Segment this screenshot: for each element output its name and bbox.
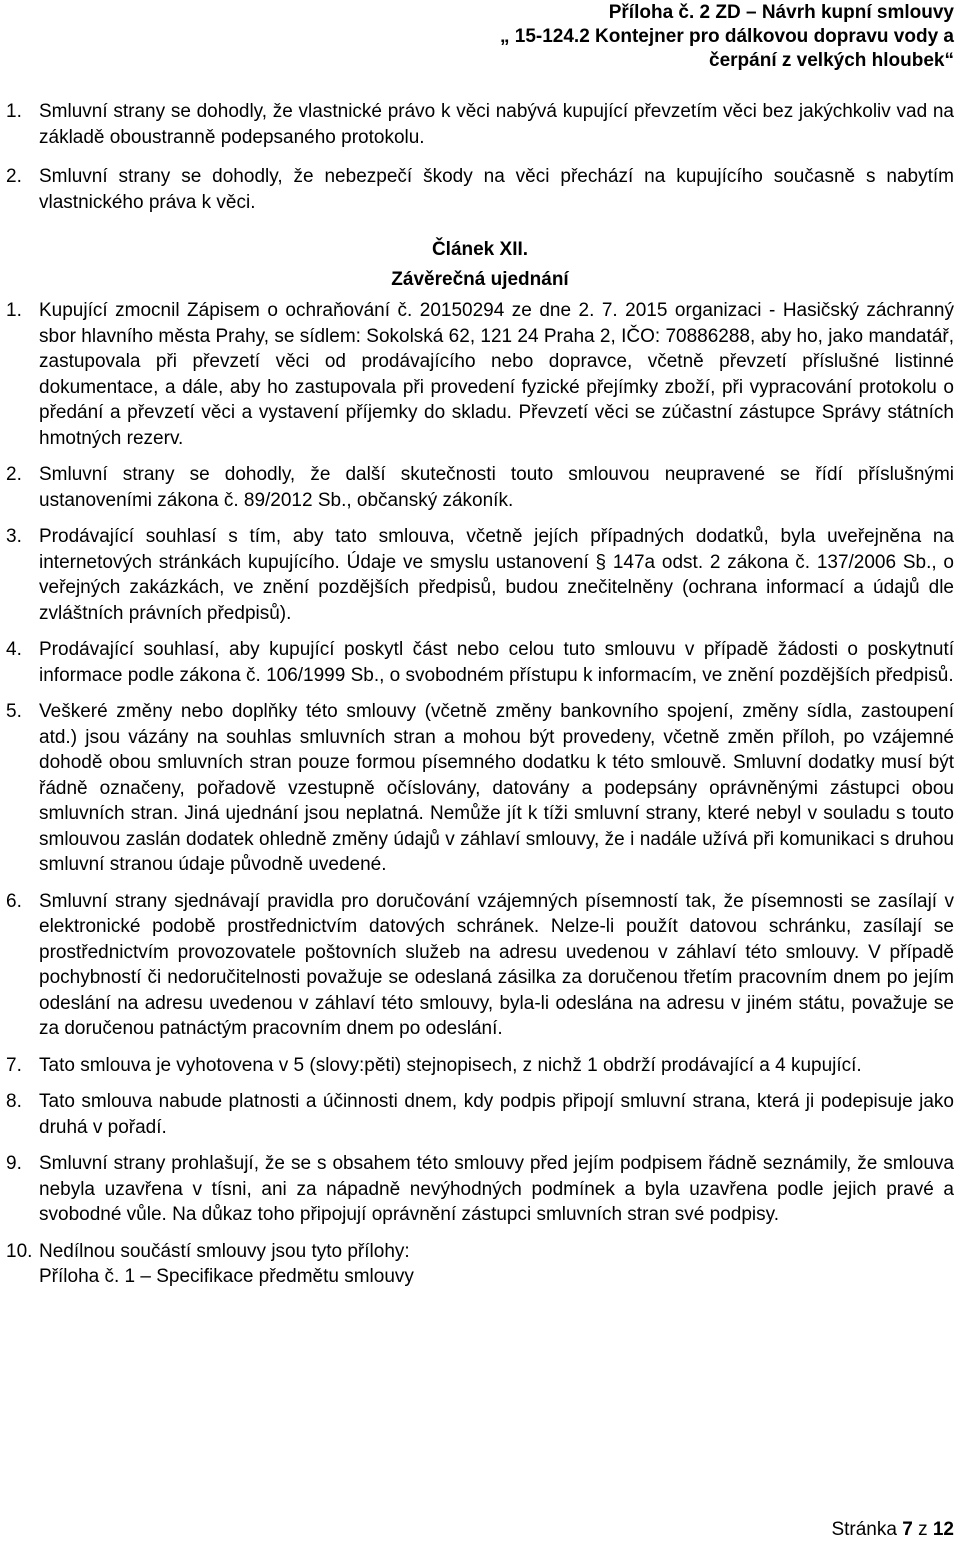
item-number: 2. xyxy=(6,166,22,187)
header-line-2: „ 15-124.2 Kontejner pro dálkovou dopravu vody a xyxy=(499,26,954,47)
clause-8 xyxy=(6,1089,954,1140)
clause-3 xyxy=(6,524,954,626)
item-number: 2. xyxy=(6,464,22,485)
item-number: 1. xyxy=(6,101,22,122)
intro-item-1 xyxy=(6,99,954,150)
item-text: Smluvní strany prohlašují, že se s obsahem této smlouvy před jejím podpisem řádně seznámily, že smlouva nebyla uzavřena v tísni, ani za nápadně nevýhodných podmínek a byla uzavřena podle jejich pravé a svobodné vůle. Na důkaz toho připojují oprávnění zástupci smluvních stran své podpisy. xyxy=(39,1153,954,1225)
page-label: Stránka xyxy=(831,1519,897,1540)
clause-2 xyxy=(6,462,954,513)
page-header xyxy=(500,1,954,73)
header-line-1: Příloha č. 2 ZD – Návrh kupní smlouvy xyxy=(608,2,954,23)
clause-7 xyxy=(6,1053,954,1079)
item-text: Smluvní strany se dohodly, že další skutečnosti touto smlouvou neupravené se řídí příslušnými ustanoveními zákona č. 89/2012 Sb., občanský zákoník. xyxy=(39,464,954,511)
intro-item-2 xyxy=(6,164,954,215)
header-line-3: čerpání z velkých hloubek“ xyxy=(709,50,954,71)
page-separator: z xyxy=(918,1519,928,1540)
attachment-text: Příloha č. 1 – Specifikace předmětu smlouvy xyxy=(39,1266,414,1287)
item-number: 6. xyxy=(6,890,22,912)
item-text: Tato smlouva nabude platnosti a účinnosti dnem, kdy podpis připojí smluvní strana, která ji podepisuje jako druhá v pořadí. xyxy=(39,1091,954,1138)
item-text: Nedílnou součástí smlouvy jsou tyto přílohy: xyxy=(39,1240,410,1262)
clause-1 xyxy=(6,298,954,451)
page-current: 7 xyxy=(902,1519,913,1540)
item-text: Kupující zmocnil Zápisem o ochraňování č. 20150294 ze dne 2. 7. 2015 organizaci - Hasičský záchranný sbor hlavního města Prahy, se sídlem: Sokolská 62, 121 24 Praha 2, IČO: 70886288, aby ho, jako mandatář, zastupovala při převzetí věci od prodávajícího nebo dopravce, včetně převzetí příslušné listinné dokumentace, a dále, aby ho zastupovala při provedení fyzické přejímky zboží, při vypracování protokolu o předání a převzetí věci a vystavení příjemky do skladu. Převzetí věci se zúčastní zástupce Správy státních hmotných rezerv. xyxy=(39,300,954,449)
item-text: Smluvní strany se dohodly, že nebezpečí škody na věci přechází na kupujícího současně s nabytím vlastnického práva k věci. xyxy=(39,166,954,213)
item-number: 10. xyxy=(6,1240,33,1262)
item-number: 5. xyxy=(6,701,22,722)
item-number: 3. xyxy=(6,526,22,547)
article-title: Závěrečná ujednání xyxy=(391,269,569,290)
item-number: 8. xyxy=(6,1091,22,1112)
item-text: Tato smlouva je vyhotovena v 5 (slovy:pěti) stejnopisech, z nichž 1 obdrží prodávající a 4 kupující. xyxy=(39,1054,862,1076)
item-number: 7. xyxy=(6,1054,22,1076)
item-number: 9. xyxy=(6,1153,22,1174)
clause-4 xyxy=(6,637,954,688)
document-body xyxy=(6,99,954,1290)
clause-10 xyxy=(6,1239,954,1265)
item-text: Smluvní strany sjednávají pravidla pro doručování vzájemných písemností tak, že písemnosti se zasílají v elektronické podobě prostřednictvím datových schránek. Nelze-li použít datovou schránku, zasílají se prostřednictvím provozovatele poštovních služeb na adresu uvedenou v záhlaví této smlouvy. V případě pochybností či nedoručitelnosti považuje se odeslaná zásilka za doručenou třetím pracovním dnem po jejím odeslání na adresu uvedenou v záhlaví této smlouvy, byla-li odeslána na adresu v jiném státu, považuje se za doručenou patnáctým pracovním dnem po odeslání. xyxy=(39,890,954,1039)
item-text: Veškeré změny nebo doplňky této smlouvy (včetně změny bankovního spojení, změny sídla, zastoupení atd.) jsou vázány na souhlas smluvních stran a mohou být provedeny, včetně změn příloh, po vzájemné dohodě obou smluvních stran pouze formou písemného dodatku k této smlouvě. Smluvní dodatky musí být řádně označeny, pořadově vzestupně očíslovány, datovány a podepsány oprávněnými zástupci obou smluvních stran. Jiná ujednání jsou neplatná. Nemůže jít k tíži smluvní strany, které nebyl v souladu s touto smlouvou zaslán dodatek ohledně změny údajů v záhlaví smlouvy, že i nadále užívá při komunikaci s druhou smluvní stranou údaje původně uvedené. xyxy=(39,701,954,875)
item-number: 4. xyxy=(6,639,22,660)
page-footer xyxy=(831,1519,954,1541)
item-number: 1. xyxy=(6,300,22,321)
article-number: Článek XII. xyxy=(431,239,529,260)
item-text: Prodávající souhlasí, aby kupující poskytl část nebo celou tuto smlouvu v případě žádosti o poskytnutí informace podle zákona č. 106/1999 Sb., o svobodném přístupu k informacím, ve znění pozdějších předpisů. xyxy=(39,639,954,686)
item-text: Prodávající souhlasí s tím, aby tato smlouva, včetně jejích případných dodatků, byla uveřejněna na internetových stránkách kupujícího. Údaje ve smyslu ustanovení § 147a odst. 2 zákona č. 137/2006 Sb., o veřejných zakázkách, ve znění pozdějších předpisů, budou znečitelněny (ochrana informací a údajů dle zvláštních právních předpisů). xyxy=(39,526,954,624)
attachment-line xyxy=(6,1264,954,1290)
item-text: Smluvní strany se dohodly, že vlastnické právo k věci nabývá kupující převzetím věci bez jakýchkoliv vad na základě oboustranně podepsaného protokolu. xyxy=(39,101,954,148)
clause-9 xyxy=(6,1151,954,1228)
clause-5 xyxy=(6,699,954,878)
clause-6 xyxy=(6,889,954,1042)
page-total: 12 xyxy=(932,1519,954,1540)
